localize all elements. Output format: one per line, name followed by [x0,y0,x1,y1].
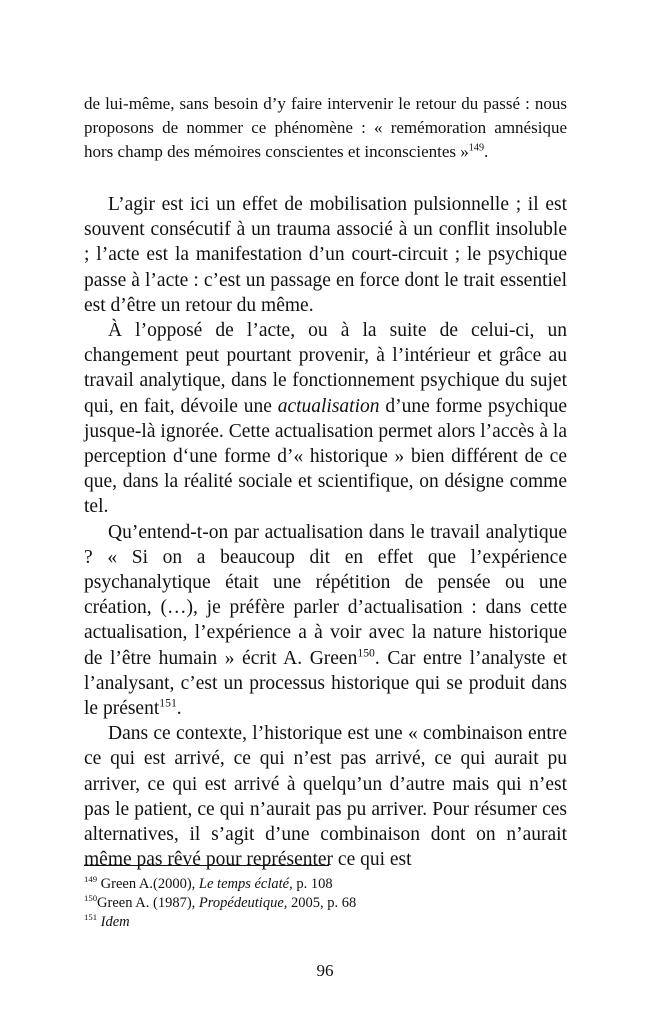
paragraph-3-part-b: . Car entre l’analyste et l’analysant, c’est un processus historique qui se produit dans le présent [84,647,568,720]
paragraph-2-start: À l’opposé de l’acte, ou à la suite de celui-ci, un changement peut pourtant provenir, à l’intérieur et grâce au travail analytique, dans le fonctionnement psychique du sujet qui, en fait, dévoile une [84,320,567,417]
footnotes [84,875,567,932]
footnote-separator [84,865,329,866]
footnote-title: Le temps éclaté, [198,876,293,892]
footnote-151 [84,913,567,932]
quote-text: de lui-même, sans besoin d’y faire intervenir le retour du passé : nous proposons de nommer ce phénomène : « remémoration amnésique hors champ des mémoires conscientes et inconscientes » [84,94,567,161]
paragraph-2-end: d’une forme psychique jusque-là ignorée. Cette actualisation permet alors l’accès à la perception d‘une forme d’« historique » bien différent de ce que, dans la réalité sociale et scientifique, on désigne comme tel. [84,395,567,518]
footnote-text: Green A. (1987), [97,895,199,911]
paragraph-3-part-a: Qu’entend-t-on par actualisation dans le travail analytique ? « Si on a beaucoup dit en effet que l’expérience psychanalytique était une répétition de pensée ou une création, (…), je préfère parler d’actualisation : dans cette actualisation, l’expérience a à voir avec la nature historique de l’être humain » écrit A. Green [84,521,567,669]
quote-continuation [84,92,567,164]
page-body [84,92,567,872]
footnote-149 [84,875,567,894]
footnote-number: 150 [84,893,98,904]
footnote-ref-149[interactable]: 149 [468,142,485,154]
footnote-text: p. 108 [292,876,333,892]
page-number: 96 [316,961,334,980]
paragraph-4: Dans ce contexte, l’historique est une « combinaison entre ce qui est arrivé, ce qui n’est pas arrivé, ce qui aurait pu arriver, ce qui est arrivé à quelqu’un d’autre mais qui n’est pas le patient, ce qui n’aurait pas pu arriver. Pour résumer ces alternatives, il s’agit d’une combinaison dont on n’aurait même pas rêvé pour représenter ce qui est [84,723,567,871]
paragraph-2 [84,318,567,520]
footnote-150 [84,894,567,913]
main-text [84,192,567,872]
italic-term: actualisation [277,395,380,417]
paragraph-3 [84,520,567,722]
footnote-text: 2005, p. 68 [287,895,357,911]
quote-end: . [484,142,489,161]
footnote-number: 149 [84,874,98,885]
footnote-text: Green A.(2000), [97,876,199,892]
footnote-title: Propédeutique, [198,895,288,911]
footnote-number: 151 [84,912,98,923]
footnote-ref-150[interactable]: 150 [357,646,375,660]
paragraph-3-part-c: . [176,698,182,720]
paragraph-1: L’agir est ici un effet de mobilisation pulsionnelle ; il est souvent consécutif à un trauma associé à un conflit insoluble ; l’acte est la manifestation d’un court-circuit ; le psychique passe à l’acte : c’est un passage en force dont le trait essentiel est d’être un retour du même. [84,194,567,316]
footnote-title: Idem [100,914,130,930]
footnote-ref-151[interactable]: 151 [159,696,177,710]
